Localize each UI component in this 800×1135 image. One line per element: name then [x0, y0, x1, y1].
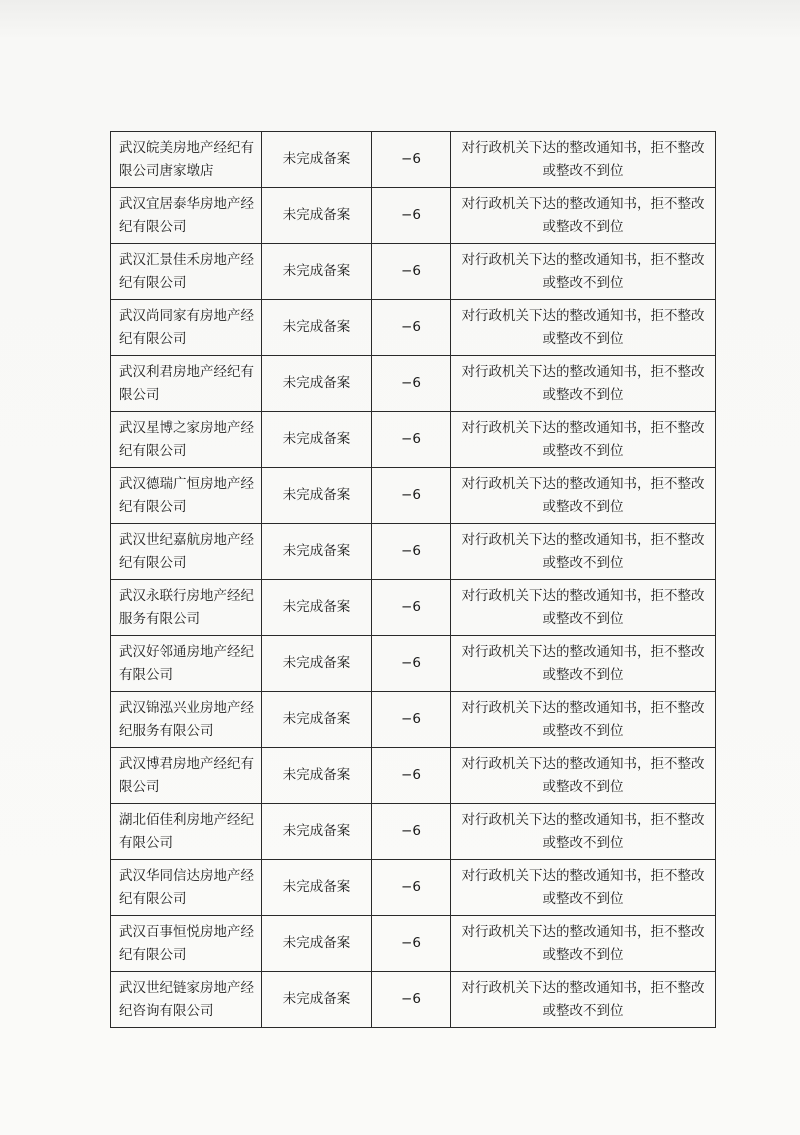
violation-reason-cell: 对行政机关下达的整改通知书，拒不整改或整改不到位 — [451, 580, 716, 636]
table-row — [111, 244, 716, 300]
violation-reason-cell: 对行政机关下达的整改通知书，拒不整改或整改不到位 — [451, 412, 716, 468]
penalty-table — [110, 131, 716, 1028]
table-row — [111, 860, 716, 916]
score-deduction-cell: −6 — [372, 636, 451, 692]
company-name-cell: 武汉宜居泰华房地产经纪有限公司 — [111, 188, 262, 244]
violation-reason-cell: 对行政机关下达的整改通知书，拒不整改或整改不到位 — [451, 524, 716, 580]
table-row — [111, 188, 716, 244]
violation-reason-cell: 对行政机关下达的整改通知书，拒不整改或整改不到位 — [451, 356, 716, 412]
company-name-cell: 武汉汇景佳禾房地产经纪有限公司 — [111, 244, 262, 300]
score-deduction-cell: −6 — [372, 692, 451, 748]
company-name-cell: 湖北佰佳利房地产经纪有限公司 — [111, 804, 262, 860]
score-deduction-cell: −6 — [372, 244, 451, 300]
score-deduction-cell: −6 — [372, 468, 451, 524]
score-deduction-cell: −6 — [372, 300, 451, 356]
filing-status-cell: 未完成备案 — [262, 804, 372, 860]
score-deduction-cell: −6 — [372, 412, 451, 468]
violation-reason-cell: 对行政机关下达的整改通知书，拒不整改或整改不到位 — [451, 188, 716, 244]
table-body — [111, 132, 716, 1028]
company-name-cell: 武汉世纪链家房地产经纪咨询有限公司 — [111, 972, 262, 1028]
score-deduction-cell: −6 — [372, 188, 451, 244]
company-name-cell: 武汉永联行房地产经纪服务有限公司 — [111, 580, 262, 636]
table-row — [111, 580, 716, 636]
table-row — [111, 916, 716, 972]
filing-status-cell: 未完成备案 — [262, 692, 372, 748]
company-name-cell: 武汉星博之家房地产经纪有限公司 — [111, 412, 262, 468]
company-name-cell: 武汉利君房地产经纪有限公司 — [111, 356, 262, 412]
filing-status-cell: 未完成备案 — [262, 748, 372, 804]
violation-reason-cell: 对行政机关下达的整改通知书，拒不整改或整改不到位 — [451, 132, 716, 188]
company-name-cell: 武汉好邻通房地产经纪有限公司 — [111, 636, 262, 692]
table-row — [111, 412, 716, 468]
score-deduction-cell: −6 — [372, 356, 451, 412]
table-row — [111, 300, 716, 356]
filing-status-cell: 未完成备案 — [262, 356, 372, 412]
company-name-cell: 武汉华同信达房地产经纪有限公司 — [111, 860, 262, 916]
filing-status-cell: 未完成备案 — [262, 636, 372, 692]
violation-reason-cell: 对行政机关下达的整改通知书，拒不整改或整改不到位 — [451, 916, 716, 972]
filing-status-cell: 未完成备案 — [262, 188, 372, 244]
violation-reason-cell: 对行政机关下达的整改通知书，拒不整改或整改不到位 — [451, 468, 716, 524]
score-deduction-cell: −6 — [372, 524, 451, 580]
violation-reason-cell: 对行政机关下达的整改通知书，拒不整改或整改不到位 — [451, 244, 716, 300]
table-row — [111, 636, 716, 692]
company-name-cell: 武汉尚同家有房地产经纪有限公司 — [111, 300, 262, 356]
table-row — [111, 748, 716, 804]
company-name-cell: 武汉百事恒悦房地产经纪有限公司 — [111, 916, 262, 972]
score-deduction-cell: −6 — [372, 580, 451, 636]
table-row — [111, 692, 716, 748]
violation-reason-cell: 对行政机关下达的整改通知书，拒不整改或整改不到位 — [451, 804, 716, 860]
violation-reason-cell: 对行政机关下达的整改通知书，拒不整改或整改不到位 — [451, 748, 716, 804]
table-row — [111, 972, 716, 1028]
score-deduction-cell: −6 — [372, 748, 451, 804]
table-row — [111, 804, 716, 860]
filing-status-cell: 未完成备案 — [262, 132, 372, 188]
table-row — [111, 132, 716, 188]
filing-status-cell: 未完成备案 — [262, 244, 372, 300]
filing-status-cell: 未完成备案 — [262, 524, 372, 580]
score-deduction-cell: −6 — [372, 132, 451, 188]
score-deduction-cell: −6 — [372, 860, 451, 916]
filing-status-cell: 未完成备案 — [262, 860, 372, 916]
filing-status-cell: 未完成备案 — [262, 468, 372, 524]
filing-status-cell: 未完成备案 — [262, 916, 372, 972]
score-deduction-cell: −6 — [372, 916, 451, 972]
violation-reason-cell: 对行政机关下达的整改通知书，拒不整改或整改不到位 — [451, 300, 716, 356]
company-name-cell: 武汉世纪嘉航房地产经纪有限公司 — [111, 524, 262, 580]
violation-reason-cell: 对行政机关下达的整改通知书，拒不整改或整改不到位 — [451, 860, 716, 916]
filing-status-cell: 未完成备案 — [262, 972, 372, 1028]
score-deduction-cell: −6 — [372, 972, 451, 1028]
filing-status-cell: 未完成备案 — [262, 412, 372, 468]
company-name-cell: 武汉皖美房地产经纪有限公司唐家墩店 — [111, 132, 262, 188]
table-row — [111, 468, 716, 524]
score-deduction-cell: −6 — [372, 804, 451, 860]
filing-status-cell: 未完成备案 — [262, 580, 372, 636]
filing-status-cell: 未完成备案 — [262, 300, 372, 356]
company-name-cell: 武汉锦泓兴业房地产经纪服务有限公司 — [111, 692, 262, 748]
violation-reason-cell: 对行政机关下达的整改通知书，拒不整改或整改不到位 — [451, 972, 716, 1028]
table-row — [111, 356, 716, 412]
violation-reason-cell: 对行政机关下达的整改通知书，拒不整改或整改不到位 — [451, 636, 716, 692]
company-name-cell: 武汉博君房地产经纪有限公司 — [111, 748, 262, 804]
table-row — [111, 524, 716, 580]
violation-reason-cell: 对行政机关下达的整改通知书，拒不整改或整改不到位 — [451, 692, 716, 748]
company-name-cell: 武汉德瑞广恒房地产经纪有限公司 — [111, 468, 262, 524]
